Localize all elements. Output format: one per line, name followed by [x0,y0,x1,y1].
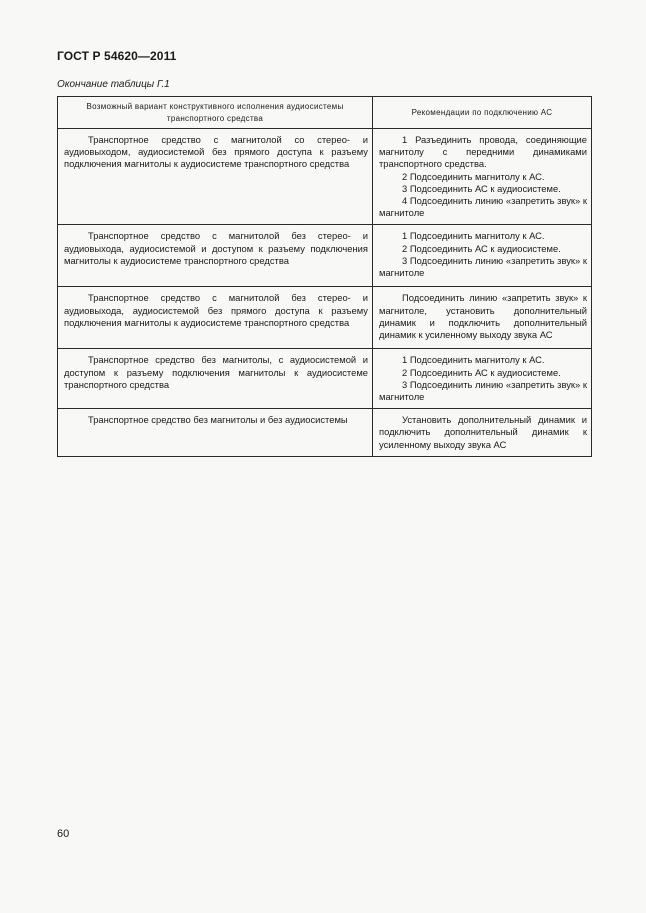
table-row [58,349,592,409]
table-row [58,129,592,225]
recommendation-cell [373,409,592,457]
recommendation-item: 2 Подсоединить АС к аудиосистеме. [402,242,561,254]
variant-cell [58,409,373,457]
recommendation-item: 3 Подсоединить АС к аудиосистеме. [402,182,561,194]
recommendation-item: 1 Подсоединить магнитолу к АС. [402,354,545,366]
recommendation-item: 3 Подсоединить линию «запретить звук» к магнитоле [379,378,587,403]
variant-cell [58,129,373,225]
recommendation-item: Установить дополнительный динамик и подключить дополнительный динамик к усиленному выходу звука АС [379,414,587,450]
header-variant: Возможный вариант конструктивного исполнения аудиосистемы транспортного средства [58,97,373,129]
recommendation-item: 3 Подсоединить линию «запретить звук» к магнитоле [379,254,587,279]
recommendation-item: 1 Подсоединить магнитолу к АС. [402,230,545,242]
document-code: ГОСТ Р 54620—2011 [57,49,177,63]
table-caption: Окончание таблицы Г.1 [57,79,170,90]
variant-text: Транспортное средство без магнитолы, с аудиосистемой и доступом к разъему подключения магнитолы к аудиосистеме транспортного средства [64,354,368,390]
recommendation-item: Подсоединить линию «запретить звук» к магнитоле, установить дополнительный динамик и подключить дополнительный динамик к усиленному выходу звука АС [379,292,587,341]
variant-cell [58,349,373,409]
variant-cell [58,225,373,287]
recommendation-cell [373,349,592,409]
recommendation-cell [373,225,592,287]
table-row [58,225,592,287]
variant-cell [58,287,373,349]
table-header-row [58,97,592,129]
table-row [58,409,592,457]
recommendation-item: 2 Подсоединить АС к аудиосистеме. [402,366,561,378]
recommendation-item: 4 Подсоединить линию «запретить звук» к магнитоле [379,195,587,219]
recommendation-item: 2 Подсоединить магнитолу к АС. [402,170,545,182]
page-number: 60 [57,828,70,840]
header-recommendations: Рекомендации по подключению АС [373,97,592,129]
recommendation-cell [373,287,592,349]
recommendation-cell [373,129,592,225]
recommendations-table [57,96,592,457]
variant-text: Транспортное средство с магнитолой без стерео- и аудиовыхода, аудиосистемой без прямого доступа к разъему подключения магнитолы к аудиосистеме транспортного средства [64,292,368,328]
variant-text: Транспортное средство с магнитолой со стерео- и аудиовыходом, аудиосистемой без прямого доступа к разъему подключения магнитолы к аудиосистеме транспортного средства [64,134,368,170]
variant-text: Транспортное средство без магнитолы и без аудиосистемы [88,414,348,426]
recommendation-item: 1 Разъединить провода, соединяющие магнитолу с передними динамиками транспортного средства. [379,134,587,170]
variant-text: Транспортное средство с магнитолой без стерео- и аудиовыхода, аудиосистемой и доступом к разъему подключения магнитолы к аудиосистеме транспортного средства [64,230,368,266]
table-row [58,287,592,349]
